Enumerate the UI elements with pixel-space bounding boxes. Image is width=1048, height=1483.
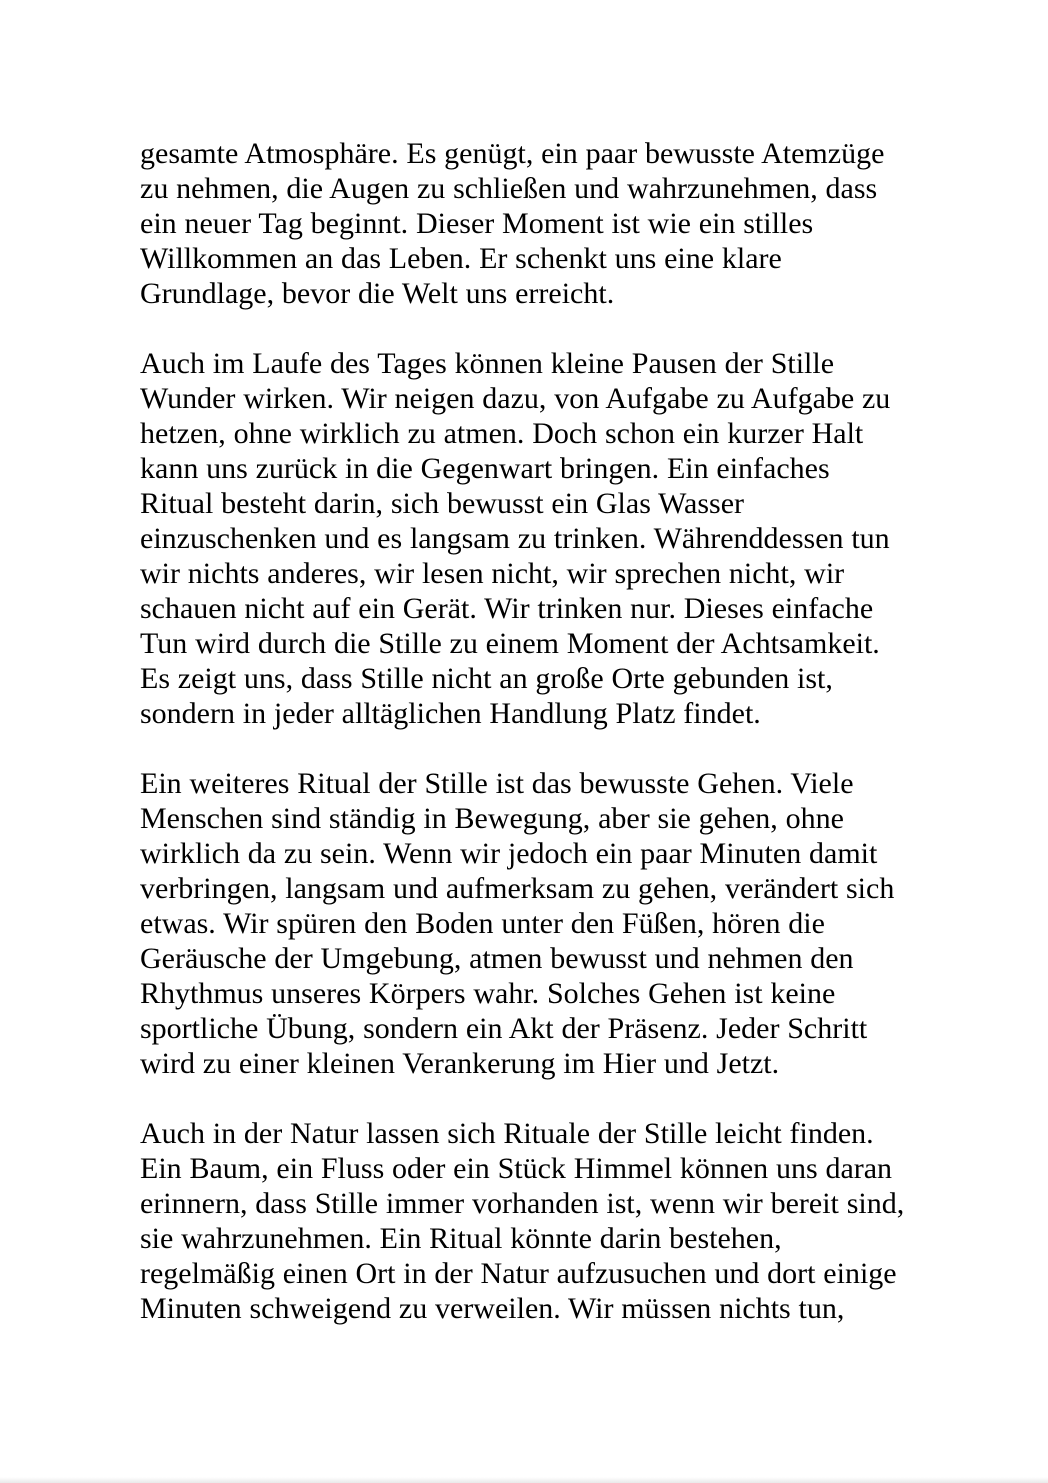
paragraph-3: Ein weiteres Ritual der Stille ist das bewusste Gehen. Viele Menschen sind ständig in Bewegung, aber sie gehen, ohne wirklich da zu sein. Wenn wir jedoch ein paar Minuten damit verbringen, langsam und aufmerksam zu gehen, verändert sich etwas. Wir spüren den Boden unter den Füßen, hören die Geräusche der Umgebung, atmen bewusst und nehmen den Rhythmus unseres Körpers wahr. Solches Gehen ist keine sportliche Übung, sondern ein Akt der Präsenz. Jeder Schritt wird zu einer kleinen Verankerung im Hier und Jetzt.: [140, 767, 895, 1080]
paragraph-1: gesamte Atmosphäre. Es genügt, ein paar bewusste Atemzüge zu nehmen, die Augen zu schließen und wahrzunehmen, dass ein neuer Tag beginnt. Dieser Moment ist wie ein stilles Willkommen an das Leben. Er schenkt uns eine klare Grundlage, bevor die Welt uns erreicht.: [140, 137, 885, 310]
paragraph-2: Auch im Laufe des Tages können kleine Pausen der Stille Wunder wirken. Wir neigen dazu, von Aufgabe zu Aufgabe zu hetzen, ohne wirklich zu atmen. Doch schon ein kurzer Halt kann uns zurück in die Gegenwart bringen. Ein einfaches Ritual besteht darin, sich bewusst ein Glas Wasser einzuschenken und es langsam zu trinken. Währenddessen tun wir nichts anderes, wir lesen nicht, wir sprechen nicht, wir schauen nicht auf ein Gerät. Wir trinken nur. Dieses einfache Tun wird durch die Stille zu einem Moment der Achtsamkeit. Es zeigt uns, dass Stille nicht an große Orte gebunden ist, sondern in jeder alltäglichen Handlung Platz findet.: [140, 347, 891, 730]
page-gap-separator: [0, 1477, 1048, 1483]
paragraph-4: Auch in der Natur lassen sich Rituale der Stille leicht finden. Ein Baum, ein Fluss oder ein Stück Himmel können uns daran erinnern, dass Stille immer vorhanden ist, wenn wir bereit sind, sie wahrzunehmen. Ein Ritual könnte darin bestehen, regelmäßig einen Ort in der Natur aufzusuchen und dort einige Minuten schweigend zu verweilen. Wir müssen nichts tun,: [140, 1117, 905, 1325]
